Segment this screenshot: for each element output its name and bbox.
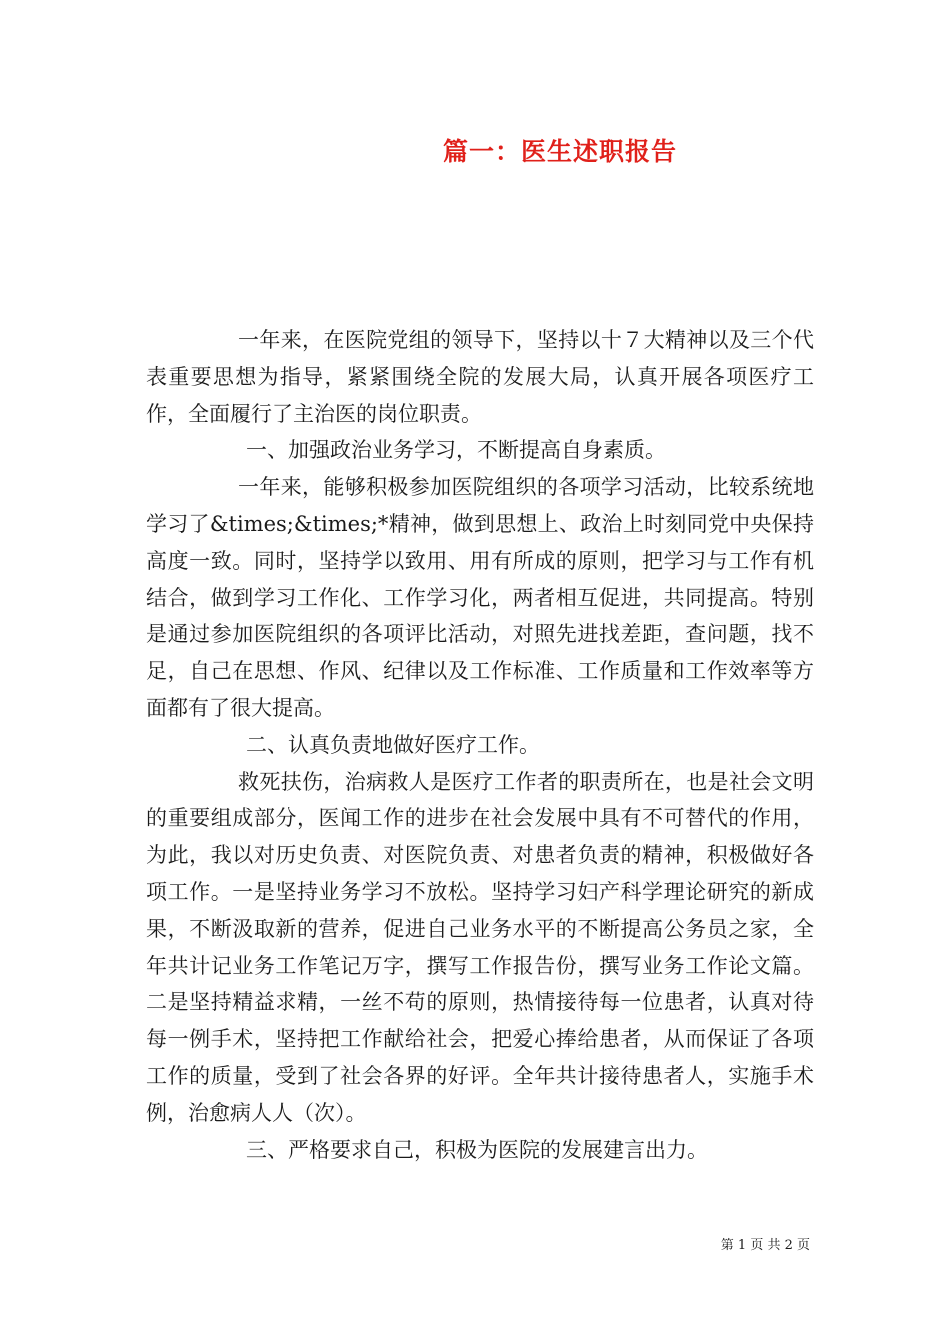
section-heading-2: 二、认真负责地做好医疗工作。: [246, 732, 540, 757]
document-title: 篇一：医生述职报告: [442, 137, 677, 166]
paragraph-section-2: 救死扶伤，治病救人是医疗工作者的职责所在，也是社会文明的重要组成部分，医闻工作的进步在社会发展中具有不可替代的作用，为此，我以对历史负责、对医院负责、对患者负责的精神，积极做好各项工作。一是坚持业务学习不放松。坚持学习妇产科学理论研究的新成果，不断汲取新的营养，促进自己业务水平的不断提高公务员之家，全年共计记业务工作笔记万字，撰写工作报告份，撰写业务工作论文篇。二是坚持精益求精，一丝不苟的原则，热情接待每一位患者，认真对待每一例手术，坚持把工作献给社会，把爱心捧给患者，从而保证了各项工作的质量，受到了社会各界的好评。全年共计接待患者人，实施手术例，治愈病人人（次）。: [146, 769, 814, 1125]
document-body: [146, 322, 814, 1168]
paragraph-section-1: 一年来，能够积极参加医院组织的各项学习活动，比较系统地学习了&times;&times;*精神，做到思想上、政治上时刻同党中央保持高度一致。同时，坚持学以致用、用有所成的原则，把学习与工作有机结合，做到学习工作化、工作学习化，两者相互促进，共同提高。特别是通过参加医院组织的各项评比活动，对照先进找差距，查问题，找不足，自己在思想、作风、纪律以及工作标准、工作质量和工作效率等方面都有了很大提高。: [146, 475, 814, 720]
paragraph-intro: 一年来，在医院党组的领导下，坚持以十７大精神以及三个代表重要思想为指导，紧紧围绕全院的发展大局，认真开展各项医疗工作，全面履行了主治医的岗位职责。: [146, 328, 814, 426]
section-heading-3: 三、严格要求自己，积极为医院的发展建言出力。: [246, 1137, 708, 1162]
page-number-footer: 第 1 页 共 2 页: [720, 1238, 810, 1253]
section-heading-1: 一、加强政治业务学习，不断提高自身素质。: [246, 438, 666, 463]
